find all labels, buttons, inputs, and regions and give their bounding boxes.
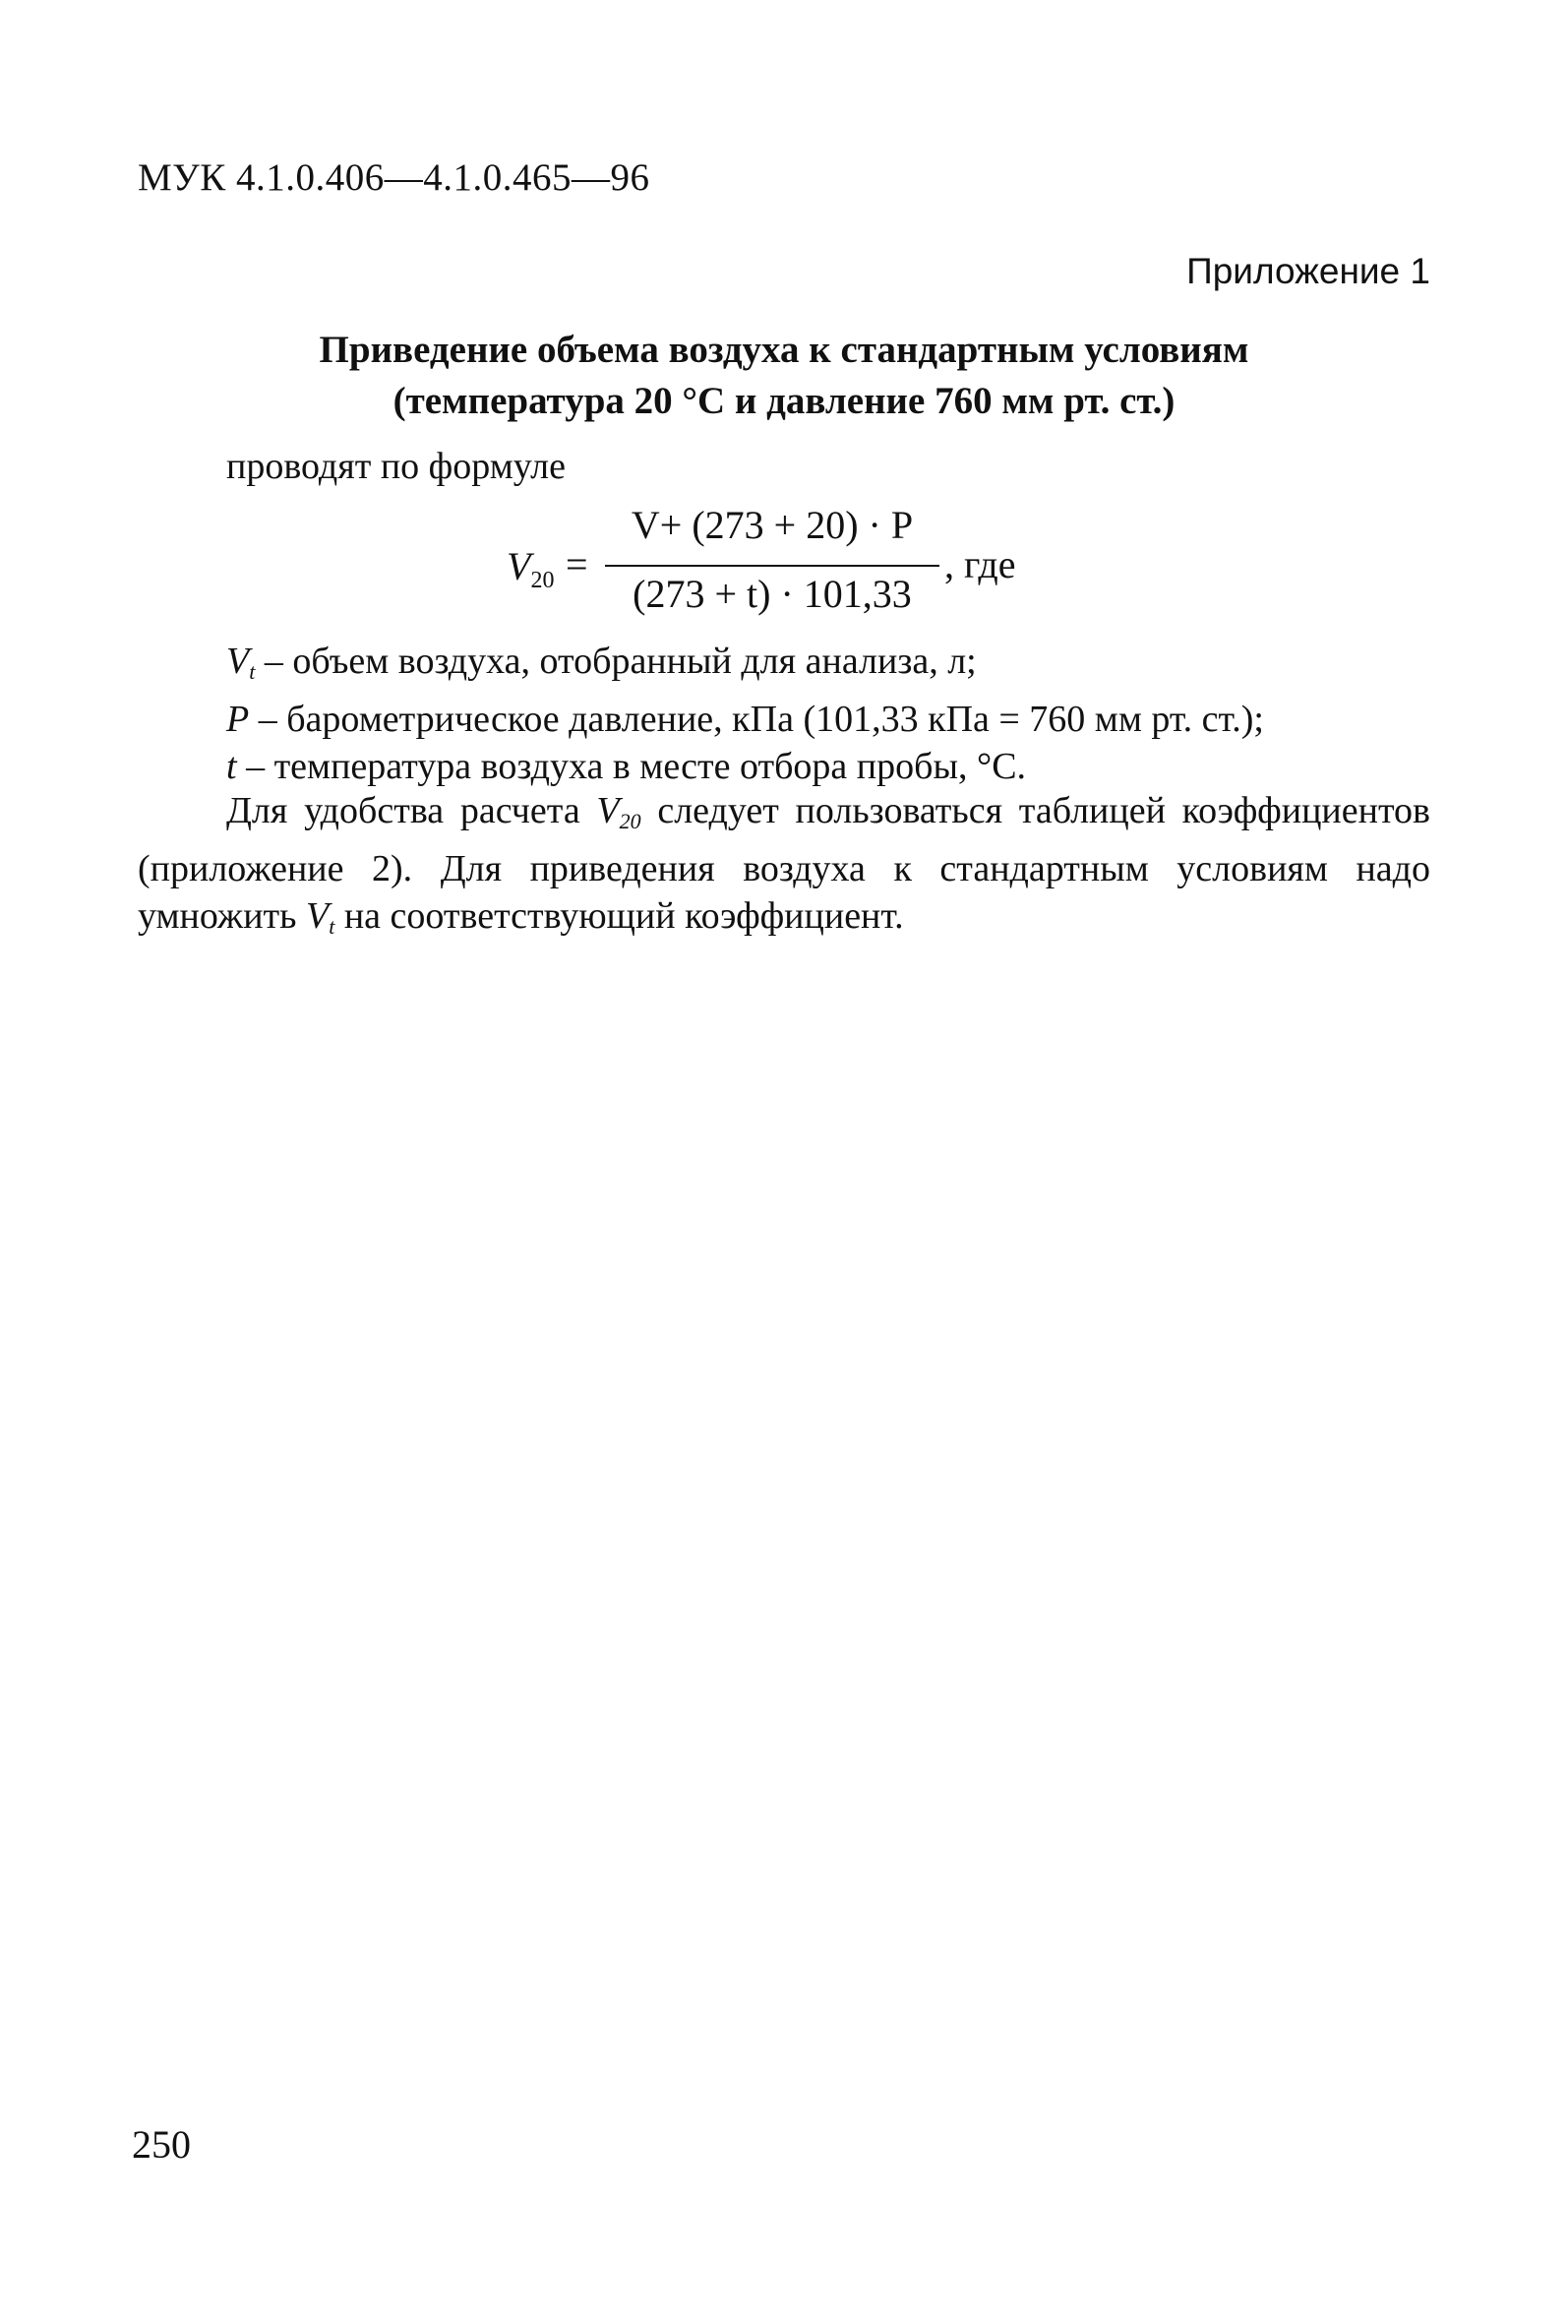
definition-text: – температура воздуха в месте отбора пробы, °С. xyxy=(236,746,1027,787)
formula xyxy=(497,502,1048,630)
title-line-1: Приведение объема воздуха к стандартным условиям xyxy=(319,329,1249,371)
appendix-label: Приложение 1 xyxy=(1186,251,1430,291)
title-line-2: (температура 20 °С и давление 760 мм рт. ст.) xyxy=(392,380,1176,422)
definition-var: V xyxy=(226,641,250,682)
body-paragraph xyxy=(138,787,1430,950)
paragraph-sub-2: t xyxy=(329,914,335,939)
formula-fraction-bar xyxy=(605,565,939,567)
formula-equals: = xyxy=(566,542,588,586)
definitions-list xyxy=(226,638,1264,790)
intro-text: проводят по формуле xyxy=(226,446,566,487)
paragraph-var-1: V xyxy=(596,790,620,831)
paragraph-part-2: следует пользоваться таблицей коэффициентов (приложение 2). Для приведения воздуха к стандартным условиям надо умножить xyxy=(138,790,1430,937)
definition-text: – барометрическое давление, кПа (101,33 кПа = 760 мм рт. ст.); xyxy=(249,699,1264,740)
definition-item xyxy=(226,638,1264,696)
formula-lhs xyxy=(507,543,554,594)
document-header: МУК 4.1.0.406—4.1.0.465—96 xyxy=(138,156,650,199)
paragraph-sub-1: 20 xyxy=(619,809,641,833)
paragraph-part-1: Для удобства расчета xyxy=(226,790,597,831)
section-title xyxy=(0,325,1568,427)
formula-denominator: (273 + t) · 101,33 xyxy=(633,572,912,616)
page-number: 250 xyxy=(132,2122,191,2167)
definition-var: P xyxy=(226,699,250,740)
paragraph-part-3: на соответствующий коэффициент. xyxy=(334,895,904,937)
definition-item xyxy=(226,696,1264,743)
definition-text: – объем воздуха, отобранный для анализа, л; xyxy=(255,641,977,682)
definition-sub: t xyxy=(249,659,256,684)
formula-tail: , где xyxy=(944,542,1016,586)
definition-var: t xyxy=(226,746,237,787)
formula-lhs-var: V xyxy=(507,544,531,588)
paragraph-var-2: V xyxy=(305,895,330,937)
formula-lhs-sub: 20 xyxy=(530,568,555,593)
definition-item xyxy=(226,743,1264,790)
formula-numerator: V+ (273 + 20) · P xyxy=(631,503,914,547)
